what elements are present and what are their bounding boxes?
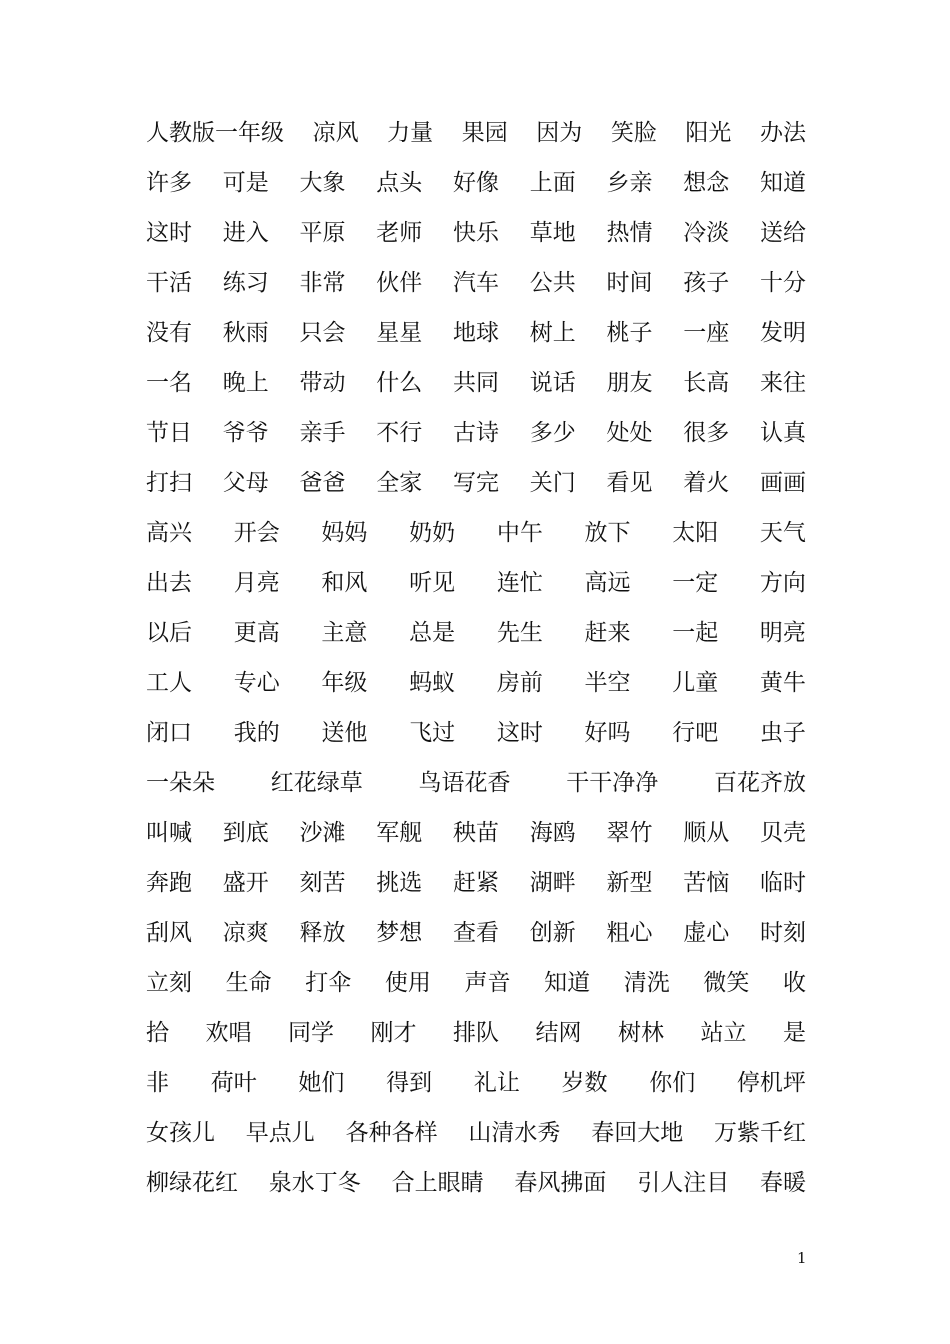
vocabulary-word: 多少 xyxy=(529,420,576,446)
vocabulary-word: 许多 xyxy=(146,170,192,196)
vocabulary-word: 欢唱 xyxy=(205,1020,252,1046)
vocabulary-word: 送给 xyxy=(760,220,806,246)
vocabulary-word: 梦想 xyxy=(376,920,423,946)
vocabulary-word: 打伞 xyxy=(305,970,352,996)
vocabulary-word: 苦恼 xyxy=(683,870,730,896)
vocabulary-word: 湖畔 xyxy=(529,870,576,896)
vocabulary-line xyxy=(146,608,806,658)
vocabulary-word: 微笑 xyxy=(703,970,750,996)
vocabulary-word: 海鸥 xyxy=(529,820,576,846)
vocabulary-word: 树上 xyxy=(529,320,576,346)
vocabulary-word: 荷叶 xyxy=(210,1070,257,1096)
vocabulary-word: 节日 xyxy=(146,420,192,446)
vocabulary-list xyxy=(146,108,806,1208)
vocabulary-line xyxy=(146,158,806,208)
vocabulary-word: 看见 xyxy=(606,470,653,496)
vocabulary-word: 蚂蚁 xyxy=(409,670,456,696)
vocabulary-word: 平原 xyxy=(299,220,346,246)
vocabulary-word: 孩子 xyxy=(683,270,730,296)
vocabulary-word: 叫喊 xyxy=(146,820,192,846)
vocabulary-line xyxy=(146,758,806,808)
vocabulary-line xyxy=(146,808,806,858)
vocabulary-word: 月亮 xyxy=(233,570,280,596)
vocabulary-word: 共同 xyxy=(453,370,499,396)
vocabulary-word: 主意 xyxy=(321,620,368,646)
vocabulary-word: 岁数 xyxy=(561,1070,608,1096)
vocabulary-word: 高兴 xyxy=(146,520,192,546)
vocabulary-word: 人教版一年级 xyxy=(146,120,284,146)
vocabulary-word: 释放 xyxy=(299,920,346,946)
vocabulary-word: 清洗 xyxy=(623,970,670,996)
vocabulary-word: 可是 xyxy=(222,170,269,196)
vocabulary-word: 一座 xyxy=(683,320,730,346)
vocabulary-line xyxy=(146,408,806,458)
vocabulary-word: 不行 xyxy=(376,420,423,446)
vocabulary-word: 汽车 xyxy=(453,270,499,296)
vocabulary-word: 知道 xyxy=(544,970,591,996)
vocabulary-word: 贝壳 xyxy=(760,820,806,846)
vocabulary-word: 沙滩 xyxy=(299,820,346,846)
vocabulary-line xyxy=(146,558,806,608)
vocabulary-word: 新型 xyxy=(606,870,653,896)
page-number: 1 xyxy=(797,1249,807,1267)
vocabulary-word: 年级 xyxy=(321,670,368,696)
vocabulary-word: 声音 xyxy=(464,970,511,996)
vocabulary-word: 春风拂面 xyxy=(514,1170,607,1196)
vocabulary-word: 凉风 xyxy=(312,120,359,146)
vocabulary-word: 乡亲 xyxy=(606,170,653,196)
vocabulary-word: 生命 xyxy=(225,970,272,996)
vocabulary-word: 送他 xyxy=(321,720,368,746)
vocabulary-word: 好像 xyxy=(453,170,499,196)
vocabulary-word: 练习 xyxy=(222,270,269,296)
vocabulary-word: 儿童 xyxy=(672,670,719,696)
vocabulary-word: 连忙 xyxy=(496,570,543,596)
vocabulary-word: 使用 xyxy=(384,970,431,996)
vocabulary-word: 创新 xyxy=(529,920,576,946)
vocabulary-word: 以后 xyxy=(146,620,192,646)
vocabulary-word: 大象 xyxy=(299,170,346,196)
vocabulary-word: 结网 xyxy=(535,1020,582,1046)
vocabulary-word: 长高 xyxy=(683,370,730,396)
vocabulary-word: 树林 xyxy=(618,1020,664,1046)
vocabulary-word: 黄牛 xyxy=(759,670,806,696)
vocabulary-word: 秧苗 xyxy=(453,820,499,846)
vocabulary-word: 春回大地 xyxy=(591,1120,684,1146)
vocabulary-word: 说话 xyxy=(529,370,576,396)
vocabulary-line xyxy=(146,658,806,708)
vocabulary-word: 出去 xyxy=(146,570,192,596)
vocabulary-word: 这时 xyxy=(496,720,543,746)
vocabulary-word: 热情 xyxy=(606,220,653,246)
vocabulary-word: 工人 xyxy=(146,670,192,696)
vocabulary-word: 挑选 xyxy=(376,870,423,896)
vocabulary-word: 伙伴 xyxy=(376,270,423,296)
vocabulary-word: 明亮 xyxy=(759,620,806,646)
vocabulary-word: 全家 xyxy=(376,470,423,496)
vocabulary-word: 查看 xyxy=(453,920,499,946)
vocabulary-word: 房前 xyxy=(496,670,543,696)
vocabulary-word: 你们 xyxy=(649,1070,696,1096)
vocabulary-word: 临时 xyxy=(760,870,806,896)
vocabulary-word: 泉水丁冬 xyxy=(268,1170,361,1196)
vocabulary-word: 上面 xyxy=(529,170,576,196)
vocabulary-word: 柳绿花红 xyxy=(146,1170,238,1196)
vocabulary-word: 赶紧 xyxy=(453,870,499,896)
vocabulary-word: 更高 xyxy=(233,620,280,646)
vocabulary-word: 知道 xyxy=(760,170,806,196)
vocabulary-word: 立刻 xyxy=(146,970,192,996)
vocabulary-word: 收 xyxy=(783,970,806,996)
vocabulary-word: 排队 xyxy=(453,1020,499,1046)
vocabulary-word: 盛开 xyxy=(222,870,269,896)
vocabulary-word: 得到 xyxy=(386,1070,433,1096)
vocabulary-word: 引人注目 xyxy=(637,1170,730,1196)
vocabulary-word: 合上眼睛 xyxy=(391,1170,484,1196)
vocabulary-word: 专心 xyxy=(233,670,280,696)
vocabulary-line xyxy=(146,458,806,508)
vocabulary-word: 桃子 xyxy=(606,320,653,346)
vocabulary-word: 爷爷 xyxy=(222,420,269,446)
vocabulary-word: 我的 xyxy=(233,720,280,746)
vocabulary-word: 晚上 xyxy=(222,370,269,396)
vocabulary-line xyxy=(146,708,806,758)
vocabulary-word: 是 xyxy=(783,1020,806,1046)
vocabulary-word: 发明 xyxy=(760,320,806,346)
vocabulary-word: 行吧 xyxy=(672,720,719,746)
vocabulary-word: 星星 xyxy=(376,320,423,346)
vocabulary-word: 太阳 xyxy=(672,520,719,546)
vocabulary-word: 果园 xyxy=(461,120,508,146)
vocabulary-word: 只会 xyxy=(299,320,346,346)
vocabulary-word: 亲手 xyxy=(299,420,346,446)
vocabulary-word: 力量 xyxy=(387,120,434,146)
vocabulary-line xyxy=(146,858,806,908)
vocabulary-line xyxy=(146,1008,806,1058)
vocabulary-word: 因为 xyxy=(536,120,583,146)
vocabulary-word: 虚心 xyxy=(683,920,730,946)
vocabulary-word: 朋友 xyxy=(606,370,653,396)
vocabulary-line xyxy=(146,358,806,408)
vocabulary-word: 一朵朵 xyxy=(146,770,215,796)
vocabulary-word: 高远 xyxy=(584,570,631,596)
vocabulary-line xyxy=(146,908,806,958)
vocabulary-line xyxy=(146,508,806,558)
vocabulary-word: 山清水秀 xyxy=(468,1120,561,1146)
vocabulary-line xyxy=(146,1108,806,1158)
vocabulary-word: 想念 xyxy=(683,170,730,196)
vocabulary-word: 闭口 xyxy=(146,720,192,746)
vocabulary-word: 奔跑 xyxy=(146,870,192,896)
vocabulary-word: 父母 xyxy=(222,470,269,496)
vocabulary-word: 打扫 xyxy=(146,470,192,496)
vocabulary-word: 方向 xyxy=(759,570,806,596)
vocabulary-word: 刚才 xyxy=(370,1020,417,1046)
vocabulary-word: 一名 xyxy=(146,370,192,396)
vocabulary-word: 带动 xyxy=(299,370,346,396)
vocabulary-word: 百花齐放 xyxy=(714,770,806,796)
vocabulary-word: 古诗 xyxy=(453,420,499,446)
vocabulary-word: 同学 xyxy=(288,1020,334,1046)
vocabulary-word: 军舰 xyxy=(376,820,423,846)
vocabulary-word: 什么 xyxy=(376,370,423,396)
vocabulary-word: 没有 xyxy=(146,320,192,346)
vocabulary-word: 十分 xyxy=(760,270,806,296)
vocabulary-word: 中午 xyxy=(496,520,543,546)
vocabulary-word: 她们 xyxy=(298,1070,345,1096)
vocabulary-word: 天气 xyxy=(759,520,806,546)
vocabulary-word: 画画 xyxy=(760,470,806,496)
vocabulary-word: 开会 xyxy=(233,520,280,546)
vocabulary-word: 春暖 xyxy=(759,1170,806,1196)
vocabulary-word: 赶来 xyxy=(584,620,631,646)
vocabulary-word: 粗心 xyxy=(606,920,653,946)
vocabulary-line xyxy=(146,108,806,158)
vocabulary-word: 站立 xyxy=(700,1020,747,1046)
vocabulary-line xyxy=(146,208,806,258)
vocabulary-word: 先生 xyxy=(496,620,543,646)
vocabulary-word: 这时 xyxy=(146,220,192,246)
vocabulary-word: 一定 xyxy=(672,570,719,596)
vocabulary-word: 时刻 xyxy=(760,920,806,946)
vocabulary-word: 关门 xyxy=(529,470,576,496)
vocabulary-word: 女孩儿 xyxy=(146,1120,215,1146)
vocabulary-word: 快乐 xyxy=(453,220,499,246)
vocabulary-word: 干干净净 xyxy=(566,770,659,796)
vocabulary-word: 虫子 xyxy=(759,720,806,746)
vocabulary-word: 刻苦 xyxy=(299,870,346,896)
vocabulary-word: 公共 xyxy=(529,270,576,296)
vocabulary-word: 各种各样 xyxy=(345,1120,438,1146)
vocabulary-word: 阳光 xyxy=(685,120,732,146)
vocabulary-word: 非 xyxy=(146,1070,169,1096)
vocabulary-word: 一起 xyxy=(672,620,719,646)
vocabulary-word: 着火 xyxy=(683,470,730,496)
vocabulary-word: 拾 xyxy=(146,1020,169,1046)
vocabulary-word: 总是 xyxy=(409,620,456,646)
vocabulary-word: 早点儿 xyxy=(245,1120,315,1146)
vocabulary-word: 认真 xyxy=(760,420,806,446)
vocabulary-word: 笑脸 xyxy=(610,120,657,146)
vocabulary-word: 听见 xyxy=(409,570,456,596)
vocabulary-word: 鸟语花香 xyxy=(418,770,511,796)
vocabulary-line xyxy=(146,1058,806,1108)
vocabulary-word: 干活 xyxy=(146,270,192,296)
vocabulary-word: 秋雨 xyxy=(222,320,269,346)
vocabulary-word: 办法 xyxy=(759,120,806,146)
vocabulary-word: 刮风 xyxy=(146,920,192,946)
vocabulary-word: 停机坪 xyxy=(736,1070,806,1096)
vocabulary-word: 翠竹 xyxy=(606,820,653,846)
vocabulary-line xyxy=(146,958,806,1008)
vocabulary-word: 红花绿草 xyxy=(270,770,363,796)
vocabulary-word: 冷淡 xyxy=(683,220,730,246)
vocabulary-word: 爸爸 xyxy=(299,470,346,496)
vocabulary-word: 老师 xyxy=(376,220,423,246)
vocabulary-word: 凉爽 xyxy=(222,920,269,946)
vocabulary-word: 放下 xyxy=(584,520,631,546)
vocabulary-word: 好吗 xyxy=(584,720,631,746)
vocabulary-word: 飞过 xyxy=(409,720,456,746)
vocabulary-word: 时间 xyxy=(606,270,653,296)
vocabulary-line xyxy=(146,258,806,308)
vocabulary-word: 草地 xyxy=(529,220,576,246)
vocabulary-word: 礼让 xyxy=(473,1070,520,1096)
vocabulary-word: 万紫千红 xyxy=(713,1120,806,1146)
vocabulary-word: 奶奶 xyxy=(409,520,456,546)
vocabulary-word: 非常 xyxy=(299,270,346,296)
vocabulary-line xyxy=(146,308,806,358)
vocabulary-word: 处处 xyxy=(606,420,653,446)
vocabulary-word: 到底 xyxy=(222,820,269,846)
vocabulary-word: 点头 xyxy=(376,170,423,196)
vocabulary-word: 写完 xyxy=(453,470,499,496)
vocabulary-word: 顺从 xyxy=(683,820,730,846)
vocabulary-word: 妈妈 xyxy=(321,520,368,546)
vocabulary-word: 来往 xyxy=(760,370,806,396)
vocabulary-word: 进入 xyxy=(222,220,269,246)
vocabulary-line xyxy=(146,1158,806,1208)
vocabulary-word: 和风 xyxy=(321,570,368,596)
vocabulary-word: 地球 xyxy=(453,320,499,346)
vocabulary-word: 很多 xyxy=(683,420,730,446)
vocabulary-word: 半空 xyxy=(584,670,631,696)
